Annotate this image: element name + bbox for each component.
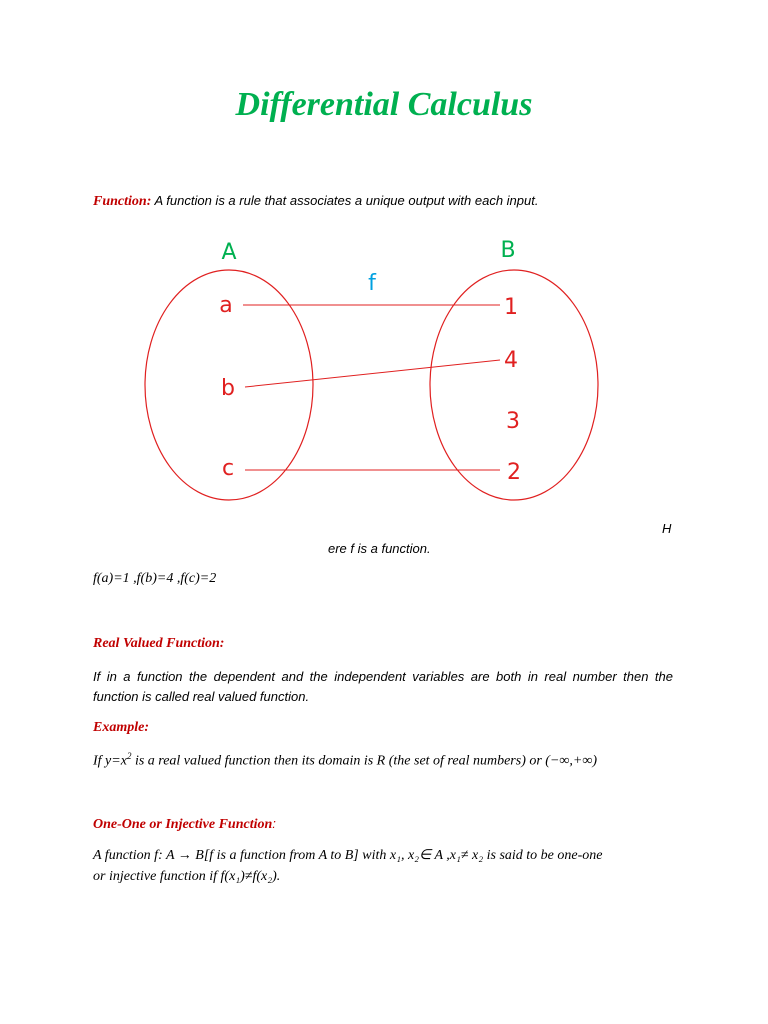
element-b: b (221, 376, 235, 401)
injective-heading: One-One or Injective Function (93, 817, 273, 832)
example-superscript: 2 (126, 751, 132, 761)
example-text-pre: If y=x (93, 753, 127, 769)
example-text (93, 751, 597, 770)
injective-line-1: A function f: A → B[f is a function from A to B] with x₁, x₂∈ A ,x₁≠ x₂ is said to be one-one (93, 848, 603, 863)
set-b-label: B (500, 238, 516, 263)
injective-colon: : (272, 816, 276, 831)
example-heading: Example: (93, 720, 149, 735)
injective-heading-line (93, 816, 276, 833)
element-4: 4 (504, 348, 518, 373)
element-3: 3 (506, 409, 520, 434)
element-c: c (221, 456, 235, 481)
mapping-line-b-4 (245, 360, 500, 387)
caption-h: H (662, 521, 672, 536)
function-text: A function is a rule that associates a unique output with each input. (151, 193, 539, 208)
real-valued-heading: Real Valued Function: (93, 636, 225, 651)
element-1: 1 (504, 295, 518, 320)
page-title: Differential Calculus (235, 86, 533, 123)
injective-line-2: or injective function if f(x₁)≠f(x₂). (93, 869, 281, 884)
function-term: Function: (93, 194, 152, 209)
set-a-label: A (221, 240, 237, 265)
function-values: f(a)=1 ,f(b)=4 ,f(c)=2 (93, 571, 217, 586)
map-label: f (368, 271, 376, 296)
example-text-post: is a real valued function then its domain is R (the set of real numbers) or (−∞,+∞) (131, 753, 597, 769)
element-2: 2 (507, 460, 521, 485)
element-a: a (219, 293, 233, 318)
function-definition (93, 193, 538, 210)
caption-text: ere f is a function. (328, 541, 431, 556)
function-mapping-diagram (0, 225, 768, 515)
real-valued-text: If in a function the dependent and the independent variables are both in real number then the function is called real valued function. (93, 669, 673, 704)
